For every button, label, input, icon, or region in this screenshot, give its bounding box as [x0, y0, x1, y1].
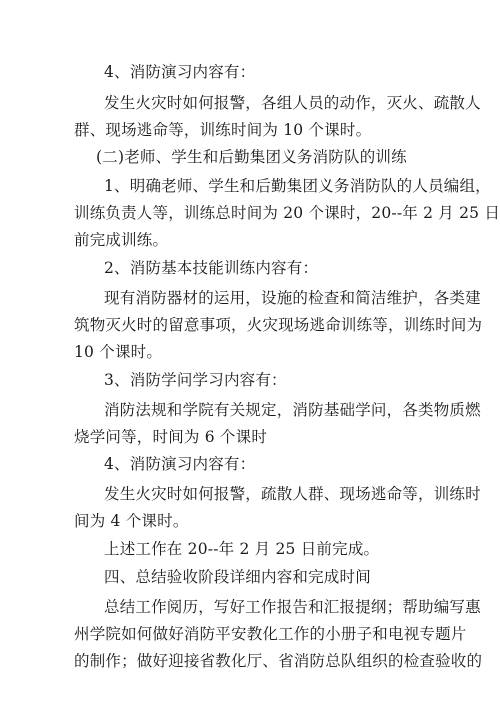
paragraph-line: 的制作；做好迎接省教化厅、省消防总队组织的检查验收的 — [74, 652, 483, 670]
paragraph-line: 发生火灾时如何报警，各组人员的动作，灭火、疏散人 — [104, 94, 481, 112]
section-heading-training: (二)老师、学生和后勤集团义务消防队的训练 — [96, 148, 407, 166]
heading-drill-content-1: 4、消防演习内容有： — [104, 63, 256, 81]
paragraph-line: 间为 4 个课时。 — [74, 512, 189, 530]
section-heading-summary: 四、总结验收阶段详细内容和完成时间 — [104, 568, 371, 586]
paragraph-line: 10 个课时。 — [74, 343, 163, 361]
paragraph-line: 州学院如何做好消防平安教化工作的小册子和电视专题片 — [74, 625, 467, 643]
paragraph-line: 筑物灭火时的留意事项，火灾现场逃命训练等，训练时间为 — [74, 316, 483, 334]
heading-basic-skills: 2、消防基本技能训练内容有： — [104, 259, 319, 277]
paragraph-line: 消防法规和学院有关规定，消防基础学问，各类物质燃 — [104, 401, 481, 419]
paragraph-line: 上述工作在 20--年 2 月 25 日前完成。 — [104, 540, 380, 558]
heading-knowledge-study: 3、消防学问学习内容有： — [104, 371, 287, 389]
heading-drill-content-2: 4、消防演习内容有： — [104, 455, 256, 473]
paragraph-line: 训练负责人等，训练总时间为 20 个课时，20--年 2 月 25 日 — [74, 204, 500, 222]
paragraph-line: 烧学问等，时间为 6 个课时 — [74, 428, 268, 446]
paragraph-line: 发生火灾时如何报警，疏散人群、现场逃命等，训练时 — [104, 485, 481, 503]
paragraph-line: 总结工作阅历，写好工作报告和汇报提纲；帮助编写惠 — [104, 598, 481, 616]
paragraph-line: 前完成训练。 — [74, 231, 169, 249]
paragraph-line: 群、现场逃命等，训练时间为 10 个课时。 — [74, 121, 372, 139]
paragraph-line: 1、明确老师、学生和后勤集团义务消防队的人员编组， — [104, 177, 491, 195]
paragraph-line: 现有消防器材的运用，设施的检查和简洁维护，各类建 — [104, 289, 481, 307]
